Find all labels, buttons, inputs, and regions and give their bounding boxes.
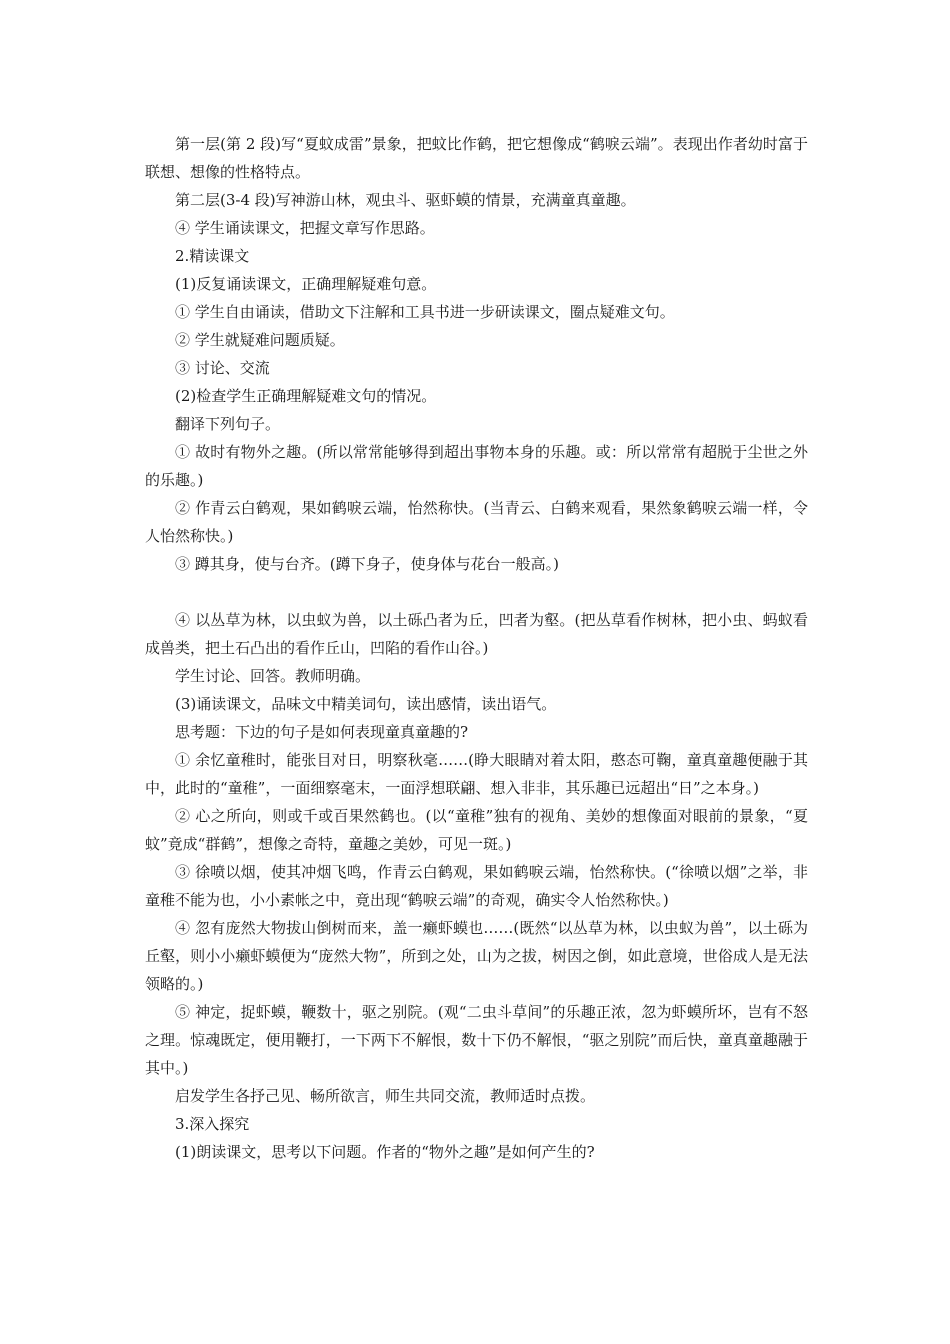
paragraph-subitem-2: (2)检查学生正确理解疑难文句的情况。 xyxy=(175,387,437,405)
paragraph-layer-two: 第二层(3-4 段)写神游山林，观虫斗、驱虾蟆的情景，充满童真童趣。 xyxy=(175,191,636,209)
paragraph-translation-1: ① 故时有物外之趣。(所以常常能够得到超出事物本身的乐趣。或：所以常常有超脱于尘世之外的乐趣。) xyxy=(145,443,808,489)
paragraph-discussion: 学生讨论、回答。教师明确。 xyxy=(175,667,371,685)
paragraph-translate-heading: 翻译下列句子。 xyxy=(175,415,281,433)
paragraph-analysis-1: ① 余忆童稚时，能张目对日，明察秋毫……(睁大眼睛对着太阳，憨态可鞠，童真童趣便融于其中，此时的“童稚”，一面细察毫末，一面浮想联翩、想入非非，其乐趣已远超出“日”之本身。) xyxy=(145,751,808,797)
paragraph-step-3: ③ 讨论、交流 xyxy=(175,359,270,377)
paragraph-analysis-4: ④ 忽有庞然大物拔山倒树而来，盖一癞虾蟆也……(既然“以丛草为林，以虫蚁为兽”，以土砾为丘壑，则小小癞虾蟆便为“庞然大物”，所到之处，山为之拔，树因之倒，如此意境，世俗成人是无法领略的。) xyxy=(145,919,808,993)
paragraph-translation-3: ③ 蹲其身，使与台齐。(蹲下身子，使身体与花台一般高。) xyxy=(175,555,559,573)
paragraph-layer-one: 第一层(第 2 段)写“夏蚊成雷”景象，把蚊比作鹤，把它想像成“鹤唳云端”。表现出作者幼时富于联想、想像的性格特点。 xyxy=(145,135,808,181)
paragraph-translation-4: ④ 以丛草为林，以虫蚁为兽，以土砾凸者为丘，凹者为壑。(把丛草看作树林，把小虫、蚂蚁看成兽类，把土石凸出的看作丘山，凹陷的看作山谷。) xyxy=(145,611,808,657)
paragraph-subitem-3: (3)诵读课文，品味文中精美词句，读出感情，读出语气。 xyxy=(175,695,557,713)
paragraph-step-four: ④ 学生诵读课文，把握文章写作思路。 xyxy=(175,219,435,237)
paragraph-step-2: ② 学生就疑难问题质疑。 xyxy=(175,331,345,349)
heading-deep-inquiry: 3.深入探究 xyxy=(175,1115,250,1133)
paragraph-analysis-2: ② 心之所向，则或千或百果然鹤也。(以“童稚”独有的视角、美妙的想像面对眼前的景象，“夏蚊”竟成“群鹤”，想像之奇特，童趣之美妙，可见一斑。) xyxy=(145,807,808,853)
document-body xyxy=(145,130,808,1166)
paragraph-translation-2: ② 作青云白鹤观，果如鹤唳云端，怡然称快。(当青云、白鹤来观看，果然象鹤唳云端一样，令人怡然称快。) xyxy=(145,499,808,545)
paragraph-question: 思考题：下边的句子是如何表现童真童趣的? xyxy=(175,723,469,741)
paragraph-analysis-3: ③ 徐喷以烟，使其冲烟飞鸣，作青云白鹤观，果如鹤唳云端，怡然称快。(“徐喷以烟”之举，非童稚不能为也，小小素帐之中，竟出现“鹤唳云端”的奇观，确实令人怡然称快。) xyxy=(145,863,808,909)
paragraph-step-1: ① 学生自由诵读，借助文下注解和工具书进一步研读课文，圈点疑难文句。 xyxy=(175,303,675,321)
heading-close-reading: 2.精读课文 xyxy=(175,247,250,265)
paragraph-inquiry-question: (1)朗读课文，思考以下问题。作者的“物外之趣”是如何产生的? xyxy=(175,1143,595,1161)
paragraph-analysis-5: ⑤ 神定，捉虾蟆，鞭数十，驱之别院。(观“二虫斗草间”的乐趣正浓，忽为虾蟆所坏，岂有不怒之理。惊魂既定，便用鞭打，一下两下不解恨，数十下仍不解恨，“驱之别院”而后快，童真童趣融于其中。) xyxy=(145,1003,808,1077)
blank-line xyxy=(145,578,808,606)
paragraph-guidance: 启发学生各抒己见、畅所欲言，师生共同交流，教师适时点拨。 xyxy=(175,1087,596,1105)
paragraph-subitem-1: (1)反复诵读课文，正确理解疑难句意。 xyxy=(175,275,437,293)
